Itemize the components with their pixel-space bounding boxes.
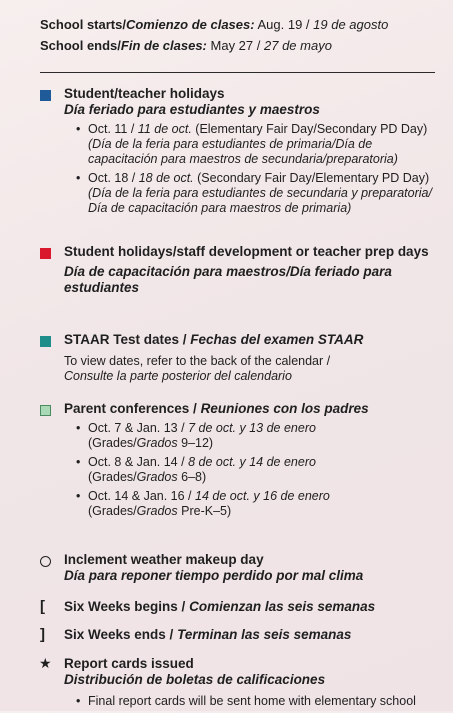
legend-staar: STAAR Test dates / Fechas del examen STAAR To view dates, refer to the back of the calendar / Consulte la parte posterior del calendario (40, 332, 440, 384)
legend-six-weeks-begins: [ Six Weeks begins / Comienzan las seis semanas (40, 598, 376, 615)
holiday-list (64, 122, 440, 216)
legend-student-teacher-holidays: Student/teacher holidays Día feriado para estudiantes y maestros • Oct. 11 / 11 de oct. (Elementary Fair Day/Secondary PD Day) (Día de la feria para estudiantes de primaria/Día de capacitación para maestros de secundaria/preparatoria) • Oct. 18 / 18 de oct. (Secondary Fair Day/Elementary PD Day) (Día de la feria para estudiantes de secundaria y preparatoria/ Día de capacitación para maestros de primaria) (40, 86, 440, 220)
red-square-icon (40, 248, 51, 259)
close-bracket-icon: ] (40, 626, 45, 643)
list-item: • Oct. 14 & Jan. 16 / 14 de oct. y 16 de enero (Grades/Grados Pre-K–5) (76, 489, 440, 519)
school-dates (40, 14, 440, 56)
list-item: • Final report cards will be sent home with elementary school (76, 694, 440, 709)
list-item: • Oct. 7 & Jan. 13 / 7 de oct. y 13 de enero (Grades/Grados 9–12) (76, 421, 440, 451)
legend-report-cards: ★ Report cards issued Distribución de boletas de calificaciones • Final report cards will be sent home with elementary school (40, 656, 440, 713)
list-item: • Oct. 18 / 18 de oct. (Secondary Fair Day/Elementary PD Day) (Día de la feria para estudiantes de secundaria y preparatoria/ Día de capacitación para maestros de primaria) (76, 171, 440, 216)
star-icon: ★ (39, 655, 52, 671)
blue-square-icon (40, 90, 51, 101)
legend-parent-conferences: Parent conferences / Reuniones con los padres • Oct. 7 & Jan. 13 / 7 de oct. y 13 de enero (Grades/Grados 9–12) • Oct. 8 & Jan. 14 / 8 de oct. y 14 de enero (Grades/Grados 6–8) • Oct. 14 & Jan. 16 / 14 de oct. y 16 de enero (Grades/Grados Pre-K–5) (40, 401, 440, 523)
report-cards-list (64, 694, 440, 709)
school-ends-line: School ends/Fin de clases: May 27 / 27 de mayo (40, 38, 332, 53)
list-item: • Oct. 8 & Jan. 14 / 8 de oct. y 14 de enero (Grades/Grados 6–8) (76, 455, 440, 485)
conference-list (64, 421, 440, 519)
legend-staff-development: Student holidays/staff development or teacher prep days Día de capacitación para maestros/Día feriado para estudiantes (40, 244, 440, 296)
divider (40, 72, 435, 73)
circle-icon (40, 556, 51, 567)
open-bracket-icon: [ (40, 598, 45, 615)
legend-six-weeks-ends: ] Six Weeks ends / Terminan las seis semanas (40, 626, 352, 643)
school-starts-line: School starts/Comienzo de clases: Aug. 19 / 19 de agosto (40, 17, 389, 32)
teal-square-icon (40, 336, 51, 347)
light-green-square-icon (40, 405, 51, 416)
list-item: • Oct. 11 / 11 de oct. (Elementary Fair Day/Secondary PD Day) (Día de la feria para estudiantes de primaria/Día de capacitación para maestros de secundaria/preparatoria) (76, 122, 440, 167)
legend-inclement-weather: Inclement weather makeup day Día para reponer tiempo perdido por mal clima (40, 552, 440, 584)
